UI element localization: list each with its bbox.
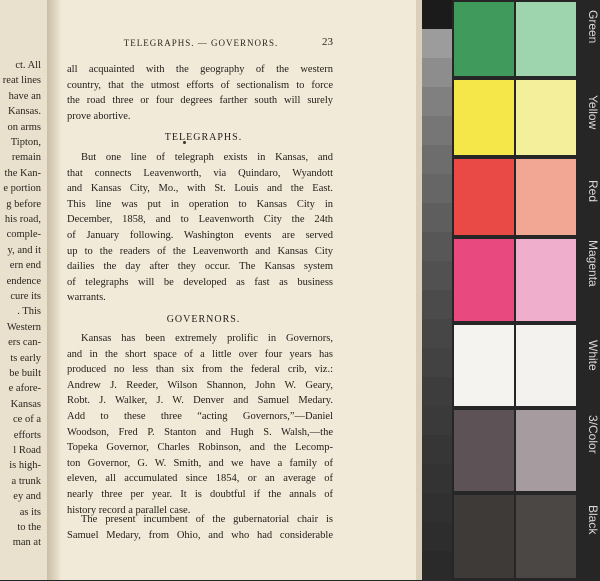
body-text-line: up to the readers of the Leavenworth and Kansas City <box>67 245 333 257</box>
color-swatch-strong <box>454 80 514 155</box>
color-card-label: Magenta <box>586 240 600 287</box>
grey-step <box>422 464 452 494</box>
grey-step <box>422 348 452 378</box>
left-page-text-fragment: ey and <box>13 491 41 503</box>
color-card-label: Black <box>586 505 600 535</box>
body-text-line: This line was put in operation to Kansas City in <box>67 198 333 210</box>
body-text-line: Topeka Governor, Charles Robinson, and the Lecomp- <box>67 442 333 454</box>
body-text-line: dailies the day after they occur. The Kansas system <box>67 261 333 273</box>
left-page-text-fragment: have an <box>8 90 41 102</box>
body-text-line: The present incumbent of the gubernatorial chair is <box>81 514 333 525</box>
grey-step <box>422 435 452 465</box>
body-text-line: all acquainted with the geography of the western <box>67 64 333 75</box>
left-page-text-fragment: g before <box>6 198 41 210</box>
body-text-line: the road three or four degrees farther south will surely <box>67 95 333 107</box>
left-page-text-fragment: ct. All <box>15 60 41 71</box>
body-text-line: prove abortive. <box>67 110 131 122</box>
left-page-text-fragment: the Kan- <box>4 167 41 179</box>
grey-step <box>422 29 452 59</box>
body-text-line: Woodson, Fred P. Stanton and Hugh S. Walsh,—the <box>67 426 333 438</box>
left-page-text-fragment: endence <box>6 275 41 287</box>
color-card-label: 3/Color <box>586 415 600 454</box>
left-page-text-fragment: as its <box>19 506 41 518</box>
left-page-text-fragment: Tipton, <box>10 137 41 148</box>
left-page-text-fragment: efforts <box>13 429 41 441</box>
color-swatch-strong <box>454 410 514 491</box>
body-text-line: Robt. J. Walker, J. W. Denver and Samuel Medary. <box>67 395 333 407</box>
body-text-line: history record a parallel case. <box>67 504 191 516</box>
body-text-line: December, 1858, and to Leavenworth City the 24th <box>67 214 333 226</box>
left-page-text-fragment: reat lines <box>2 75 41 87</box>
body-text-line: of telegraphs will be developed as fast as business <box>67 276 333 288</box>
color-swatch-strong <box>454 495 514 578</box>
left-page-text-fragment: ern end <box>9 260 41 272</box>
left-page-text-fragment: is high- <box>9 460 41 472</box>
left-page-text-fragment: on arms <box>7 121 41 133</box>
body-text-line: But one line of telegraph exists in Kansas, and <box>81 152 333 163</box>
section-heading-telegraphs: TELEGRAPHS. <box>164 132 243 143</box>
running-header: TELEGRAPHS. — GOVERNORS. <box>123 38 279 48</box>
body-text-line: country, that the utmost efforts of sectionalism to force <box>67 79 333 91</box>
color-card-label: Red <box>586 180 600 203</box>
body-text-line: that connects Leavenworth, via Quindaro, Wyandott <box>67 167 333 179</box>
left-page-text-fragment: be built <box>9 368 41 379</box>
left-page-text-fragment: a trunk <box>11 475 41 487</box>
book-gutter <box>47 0 61 580</box>
left-page-text-fragment: e afore- <box>8 383 41 395</box>
color-swatch-light <box>516 80 576 155</box>
body-text-line: produced no less than six from the federal crib, viz.: <box>67 364 333 376</box>
body-text-line: Samuel Medary, from Ohio, and who had considerable <box>67 529 333 541</box>
body-text-line: and in the short space of a little over four years has <box>67 348 333 360</box>
left-page-text-fragment: Kansas. <box>8 106 41 118</box>
left-page-text-fragment: ts early <box>10 352 41 364</box>
color-swatch-strong <box>454 159 514 235</box>
grey-step <box>422 551 452 581</box>
color-swatch-strong <box>454 325 514 406</box>
left-page-text-fragment: man at <box>12 537 41 549</box>
left-page-text-fragment: y, and it <box>7 244 41 256</box>
grey-step <box>422 290 452 320</box>
left-page-text-fragment: ce of a <box>13 414 41 426</box>
color-card-label: Green <box>586 10 600 44</box>
color-swatch-light <box>516 325 576 406</box>
left-page-text-fragment: . This <box>17 306 41 318</box>
left-page-text-fragment: Kansas <box>10 398 41 410</box>
body-text-line: nearly three per year. It is doubtful if the annals of <box>67 489 333 500</box>
left-page-text-fragment: comple- <box>6 229 41 241</box>
body-text-line: Andrew J. Reeder, Wilson Shannon, John W. Geary, <box>67 379 333 391</box>
body-text-line: of January following. Washington events are served <box>67 230 333 241</box>
grey-step <box>422 0 452 30</box>
left-page-text-fragment: cure its <box>10 291 41 302</box>
grey-step <box>422 203 452 233</box>
grey-step <box>422 116 452 146</box>
color-card-label: White <box>586 340 600 371</box>
grey-step <box>422 377 452 407</box>
grey-step <box>422 522 452 552</box>
grey-step <box>422 87 452 117</box>
left-page-edge <box>0 0 47 580</box>
grey-scale-strip <box>422 0 452 580</box>
body-text-line: and Kansas City, Mo., with St. Louis and the East. <box>67 183 333 195</box>
left-page-text-fragment: his road, <box>4 214 41 225</box>
color-swatch-light <box>516 495 576 578</box>
color-swatch-strong <box>454 239 514 321</box>
left-page-text-fragment: l Road <box>13 445 41 456</box>
color-swatch-light <box>516 2 576 76</box>
color-swatch-light <box>516 159 576 235</box>
color-swatch-strong <box>454 2 514 76</box>
body-text-line: ton Governor, G. W. Smith, and we have a family of <box>67 457 333 469</box>
color-swatch-light <box>516 410 576 491</box>
left-page-text-fragment: to the <box>17 522 41 533</box>
body-text-line: Add to these three “acting Governors,”—Daniel <box>67 411 333 422</box>
body-text-line: Kansas has been extremely prolific in Governors, <box>81 333 333 344</box>
body-text-line: warrants. <box>67 292 106 304</box>
section-heading-governors: GOVERNORS. <box>166 314 241 325</box>
left-page-text-fragment: ers can- <box>8 337 41 349</box>
grey-step <box>422 493 452 523</box>
body-text-line: eleven, all accumulated since 1854, or an average of <box>67 473 333 485</box>
grey-step <box>422 261 452 291</box>
left-page-text-fragment: remain <box>11 152 41 164</box>
grey-step <box>422 174 452 204</box>
grey-step <box>422 232 452 262</box>
left-page-text-fragment: Western <box>6 321 41 333</box>
grey-step <box>422 145 452 175</box>
grey-step <box>422 58 452 88</box>
page-number: 23 <box>322 36 333 48</box>
color-swatch-light <box>516 239 576 321</box>
grey-step <box>422 406 452 436</box>
color-card-label: Yellow <box>586 95 600 130</box>
grey-step <box>422 319 452 349</box>
left-page-text-fragment: e portion <box>3 183 41 195</box>
